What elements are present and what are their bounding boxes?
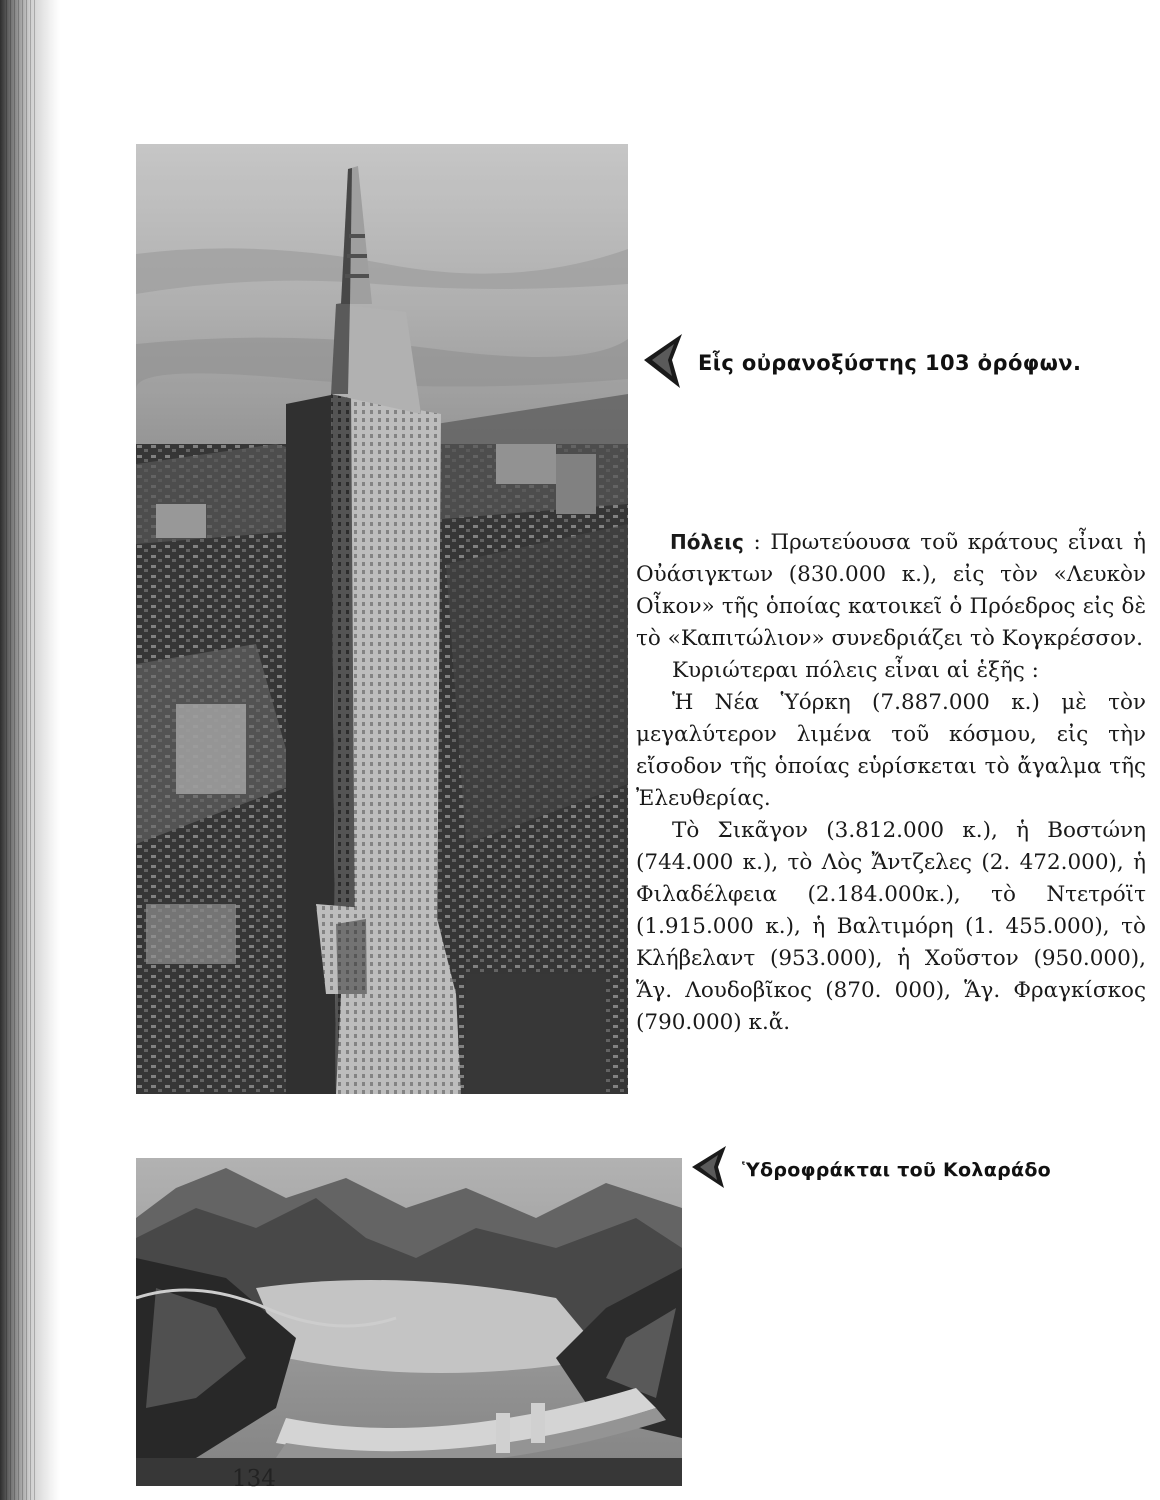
paragraph-capital (636, 526, 1146, 655)
section-heading-separator: : (743, 530, 771, 555)
pointer-arrow-icon (690, 1142, 730, 1197)
dam-photo (136, 1158, 682, 1486)
dam-caption-text: Ὑδροφράκται τοῦ Κολαράδο (742, 1158, 1052, 1181)
page-edge-lines (6, 0, 36, 1500)
pointer-arrow-icon (642, 330, 686, 395)
paragraph-capital-text: Πρωτεύουσα τοῦ κράτους εἶναι ἡ Οὐάσιγκτων (830.000 κ.), εἰς τὸν «Λευκὸν Οἶκον» τῆς ὁποίας κατοικεῖ ὁ Πρόεδρος εἰς δὲ τὸ «Καπιτώλιον» συνεδριάζει τὸ Κογκρέσσον. (636, 530, 1146, 651)
skyscraper-photo (136, 144, 628, 1094)
paragraph-other-cities: Τὸ Σικᾶγον (3.812.000 κ.), ἡ Βοστώνη (744.000 κ.), τὸ Λὸς Ἄντζελες (2. 472.000), ἡ Φιλαδέλφεια (2.184.000κ.), τὸ Ντετρόϊτ (1.915.000 κ.), ἡ Βαλτιμόρη (1. 455.000), τὸ Κλήβελαντ (953.000), ἡ Χοῦστον (950.000), Ἅγ. Λουδοβῖκος (870. 000), Ἅγ. Φραγκίσκος (790.000) κ.ἄ. (636, 818, 1146, 1035)
page-number: 134 (232, 1466, 276, 1492)
dam-illustration (136, 1158, 682, 1486)
paragraph-main-cities: Κυριώτεραι πόλεις εἶναι αἱ ἑξῆς : (672, 658, 1039, 683)
dam-caption (690, 1142, 1051, 1197)
skyscraper-caption-text: Εἷς οὐρανοξύστης 103 ὀρόφων. (698, 350, 1082, 375)
paragraph-new-york: Ἡ Νέα Ὑόρκη (7.887.000 κ.) μὲ τὸν μεγαλύτερον λιμένα τοῦ κόσμου, εἰς τὴν εἴσοδον τῆς ὁποίας εὑρίσκεται τὸ ἄγαλμα τῆς Ἐλευθερίας. (636, 690, 1146, 811)
skyscraper-caption (642, 330, 1081, 395)
section-heading: Πόλεις (670, 530, 744, 554)
skyscraper-illustration (136, 144, 628, 1094)
cities-text (636, 526, 1146, 1039)
